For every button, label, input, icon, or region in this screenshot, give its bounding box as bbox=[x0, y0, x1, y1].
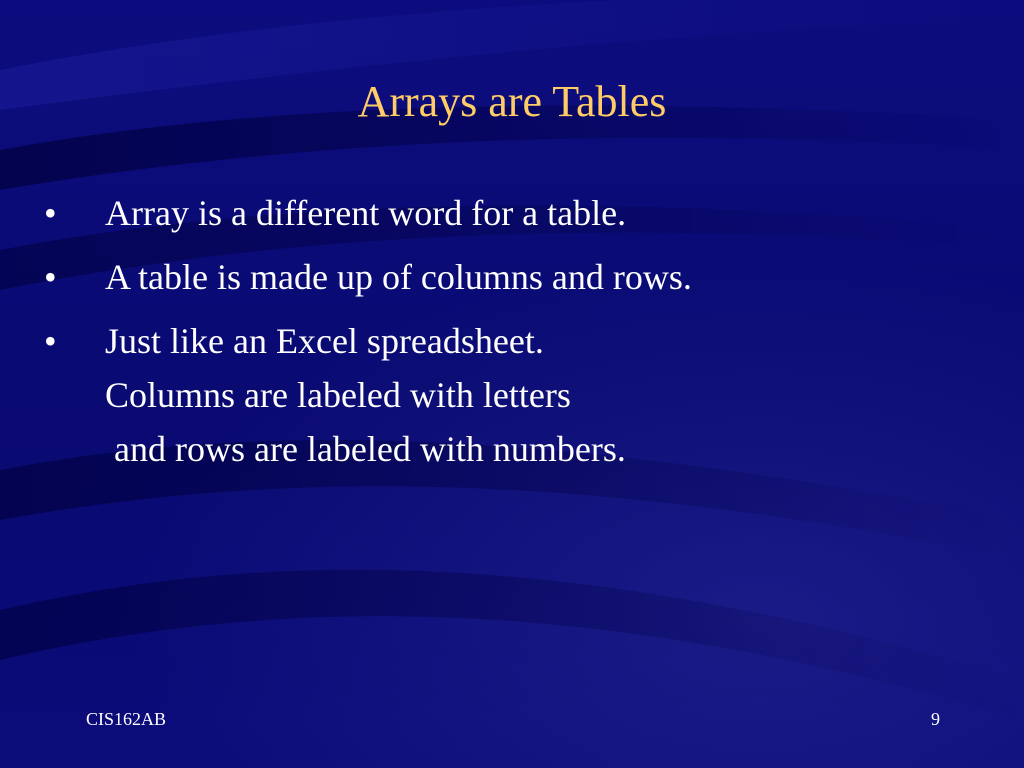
bullet-list bbox=[44, 186, 984, 486]
bullet-item bbox=[44, 314, 984, 476]
bullet-text: A table is made up of columns and rows. bbox=[105, 257, 692, 297]
bullet-icon: • bbox=[44, 193, 57, 233]
bullet-text-continuation: Columns are labeled with letters bbox=[105, 375, 571, 415]
bullet-text-continuation: and rows are labeled with numbers. bbox=[105, 429, 626, 469]
footer-course-code: CIS162AB bbox=[86, 709, 167, 729]
slide-title: Arrays are Tables bbox=[357, 77, 667, 126]
bullet-icon: • bbox=[44, 321, 57, 361]
bullet-item bbox=[44, 250, 984, 304]
slide-page-number: 9 bbox=[931, 709, 940, 729]
bullet-item bbox=[44, 186, 984, 240]
bullet-text: Array is a different word for a table. bbox=[105, 193, 627, 233]
bullet-text: Just like an Excel spreadsheet. bbox=[105, 321, 544, 361]
bullet-icon: • bbox=[44, 257, 57, 297]
